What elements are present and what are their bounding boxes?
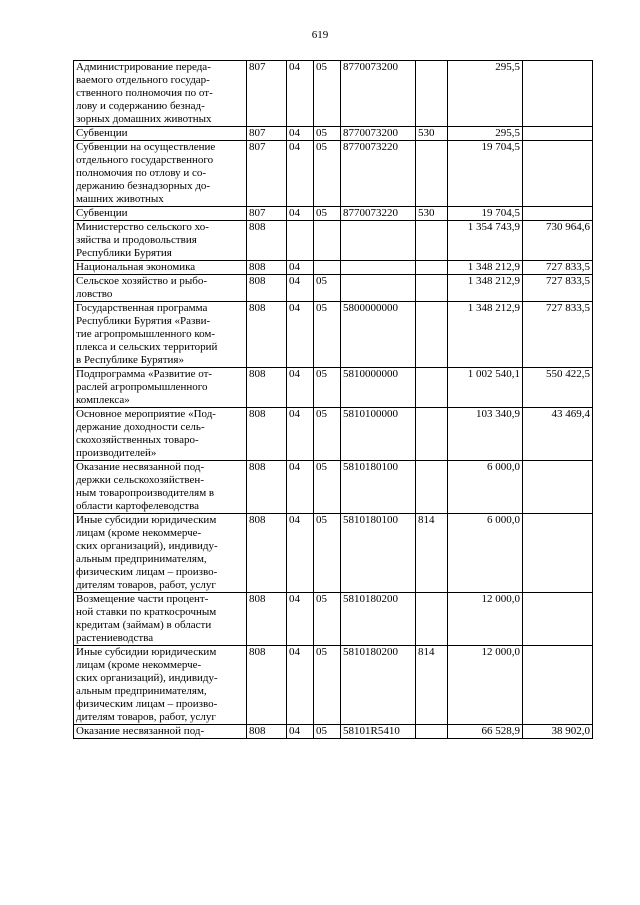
expense-type-code-cell <box>416 261 448 275</box>
amount-cell: 1 348 212,9 <box>448 302 523 368</box>
section-code-cell: 04 <box>287 61 314 127</box>
amount-secondary-cell <box>523 61 593 127</box>
amount-secondary-cell <box>523 141 593 207</box>
section-code-cell: 04 <box>287 514 314 593</box>
table-row <box>74 725 593 739</box>
table-row <box>74 368 593 408</box>
section-code-cell <box>287 221 314 261</box>
budget-table <box>73 60 593 739</box>
ministry-code-cell: 808 <box>247 461 287 514</box>
subsection-code-cell: 05 <box>314 302 341 368</box>
section-code-cell: 04 <box>287 141 314 207</box>
amount-secondary-cell <box>523 646 593 725</box>
ministry-code-cell: 807 <box>247 141 287 207</box>
amount-cell: 295,5 <box>448 61 523 127</box>
amount-cell: 12 000,0 <box>448 646 523 725</box>
amount-cell: 6 000,0 <box>448 461 523 514</box>
section-code-cell: 04 <box>287 127 314 141</box>
target-item-code-cell: 5810180200 <box>341 593 416 646</box>
ministry-code-cell: 808 <box>247 593 287 646</box>
target-item-code-cell: 5810100000 <box>341 408 416 461</box>
section-code-cell: 04 <box>287 275 314 302</box>
amount-secondary-cell: 730 964,6 <box>523 221 593 261</box>
amount-cell: 1 002 540,1 <box>448 368 523 408</box>
table-row <box>74 302 593 368</box>
target-item-code-cell: 5810000000 <box>341 368 416 408</box>
ministry-code-cell: 808 <box>247 408 287 461</box>
subsection-code-cell: 05 <box>314 593 341 646</box>
expense-type-code-cell <box>416 725 448 739</box>
amount-secondary-cell <box>523 207 593 221</box>
table-row <box>74 408 593 461</box>
subsection-code-cell: 05 <box>314 207 341 221</box>
row-name-cell: Иные субсидии юридическим лицам (кроме некоммерче- ских организаций), индивиду- альным предпринимателям, физическим лицам – произво- дителям товаров, работ, услуг <box>74 646 247 725</box>
subsection-code-cell <box>314 221 341 261</box>
section-code-cell: 04 <box>287 207 314 221</box>
expense-type-code-cell <box>416 302 448 368</box>
row-name-cell: Субвенции на осуществление отдельного государственного полномочия по отлову и со- держанию безнадзорных до- машних животных <box>74 141 247 207</box>
row-name-cell: Оказание несвязанной под- держки сельскохозяйствен- ным товаропроизводителям в области картофелеводства <box>74 461 247 514</box>
target-item-code-cell <box>341 221 416 261</box>
row-name-cell: Подпрограмма «Развитие от- раслей агропромышленного комплекса» <box>74 368 247 408</box>
ministry-code-cell: 808 <box>247 275 287 302</box>
section-code-cell: 04 <box>287 646 314 725</box>
subsection-code-cell: 05 <box>314 275 341 302</box>
ministry-code-cell: 808 <box>247 646 287 725</box>
target-item-code-cell: 8770073200 <box>341 127 416 141</box>
amount-cell: 19 704,5 <box>448 207 523 221</box>
amount-cell: 66 528,9 <box>448 725 523 739</box>
page-number: 619 <box>311 29 329 41</box>
target-item-code-cell: 5810180100 <box>341 461 416 514</box>
subsection-code-cell: 05 <box>314 514 341 593</box>
expense-type-code-cell <box>416 461 448 514</box>
section-code-cell: 04 <box>287 261 314 275</box>
row-name-cell: Основное мероприятие «Под- держание доходности сель- скохозяйственных товаро- производителей» <box>74 408 247 461</box>
row-name-cell: Субвенции <box>74 207 247 221</box>
target-item-code-cell: 5800000000 <box>341 302 416 368</box>
amount-secondary-cell: 727 833,5 <box>523 302 593 368</box>
section-code-cell: 04 <box>287 408 314 461</box>
section-code-cell: 04 <box>287 593 314 646</box>
table-row <box>74 514 593 593</box>
amount-cell: 1 354 743,9 <box>448 221 523 261</box>
amount-cell: 1 348 212,9 <box>448 275 523 302</box>
amount-cell: 12 000,0 <box>448 593 523 646</box>
row-name-cell: Оказание несвязанной под- <box>74 725 247 739</box>
subsection-code-cell: 05 <box>314 646 341 725</box>
expense-type-code-cell: 814 <box>416 646 448 725</box>
amount-secondary-cell: 38 902,0 <box>523 725 593 739</box>
expense-type-code-cell: 814 <box>416 514 448 593</box>
table-row <box>74 646 593 725</box>
section-code-cell: 04 <box>287 725 314 739</box>
table-row <box>74 207 593 221</box>
subsection-code-cell <box>314 261 341 275</box>
table-row <box>74 593 593 646</box>
ministry-code-cell: 808 <box>247 368 287 408</box>
expense-type-code-cell <box>416 61 448 127</box>
amount-cell: 1 348 212,9 <box>448 261 523 275</box>
expense-type-code-cell <box>416 408 448 461</box>
amount-secondary-cell: 550 422,5 <box>523 368 593 408</box>
amount-secondary-cell <box>523 514 593 593</box>
amount-secondary-cell <box>523 593 593 646</box>
subsection-code-cell: 05 <box>314 61 341 127</box>
row-name-cell: Национальная экономика <box>74 261 247 275</box>
ministry-code-cell: 807 <box>247 127 287 141</box>
target-item-code-cell: 8770073220 <box>341 141 416 207</box>
amount-secondary-cell: 727 833,5 <box>523 275 593 302</box>
expense-type-code-cell <box>416 368 448 408</box>
amount-cell: 19 704,5 <box>448 141 523 207</box>
subsection-code-cell: 05 <box>314 141 341 207</box>
amount-secondary-cell <box>523 461 593 514</box>
ministry-code-cell: 808 <box>247 302 287 368</box>
budget-table-body <box>74 61 593 739</box>
row-name-cell: Возмещение части процент- ной ставки по краткосрочным кредитам (займам) в области растениеводства <box>74 593 247 646</box>
amount-cell: 103 340,9 <box>448 408 523 461</box>
expense-type-code-cell <box>416 275 448 302</box>
expense-type-code-cell <box>416 593 448 646</box>
row-name-cell: Сельское хозяйство и рыбо- ловство <box>74 275 247 302</box>
amount-cell: 6 000,0 <box>448 514 523 593</box>
row-name-cell: Субвенции <box>74 127 247 141</box>
amount-cell: 295,5 <box>448 127 523 141</box>
table-row <box>74 127 593 141</box>
ministry-code-cell: 808 <box>247 221 287 261</box>
ministry-code-cell: 808 <box>247 261 287 275</box>
expense-type-code-cell <box>416 141 448 207</box>
row-name-cell: Иные субсидии юридическим лицам (кроме некоммерче- ских организаций), индивиду- альным предпринимателям, физическим лицам – произво- дителям товаров, работ, услуг <box>74 514 247 593</box>
row-name-cell: Министерство сельского хо- зяйства и продовольствия Республики Бурятия <box>74 221 247 261</box>
target-item-code-cell <box>341 275 416 302</box>
expense-type-code-cell <box>416 221 448 261</box>
target-item-code-cell: 8770073220 <box>341 207 416 221</box>
subsection-code-cell: 05 <box>314 725 341 739</box>
section-code-cell: 04 <box>287 461 314 514</box>
subsection-code-cell: 05 <box>314 461 341 514</box>
amount-secondary-cell: 727 833,5 <box>523 261 593 275</box>
ministry-code-cell: 808 <box>247 514 287 593</box>
target-item-code-cell: 8770073200 <box>341 61 416 127</box>
table-row <box>74 275 593 302</box>
target-item-code-cell: 5810180200 <box>341 646 416 725</box>
table-row <box>74 141 593 207</box>
amount-secondary-cell: 43 469,4 <box>523 408 593 461</box>
target-item-code-cell: 58101R5410 <box>341 725 416 739</box>
expense-type-code-cell: 530 <box>416 207 448 221</box>
table-row <box>74 261 593 275</box>
amount-secondary-cell <box>523 127 593 141</box>
row-name-cell: Администрирование переда- ваемого отдельного государ- ственного полномочия по от- лову и содержанию безнад- зорных домашних животных <box>74 61 247 127</box>
row-name-cell: Государственная программа Республики Бурятия «Разви- тие агропромышленного ком- плекса и сельских территорий в Республике Бурятия» <box>74 302 247 368</box>
table-row <box>74 461 593 514</box>
target-item-code-cell <box>341 261 416 275</box>
table-row <box>74 61 593 127</box>
ministry-code-cell: 808 <box>247 725 287 739</box>
ministry-code-cell: 807 <box>247 207 287 221</box>
section-code-cell: 04 <box>287 368 314 408</box>
expense-type-code-cell: 530 <box>416 127 448 141</box>
subsection-code-cell: 05 <box>314 127 341 141</box>
subsection-code-cell: 05 <box>314 408 341 461</box>
section-code-cell: 04 <box>287 302 314 368</box>
target-item-code-cell: 5810180100 <box>341 514 416 593</box>
subsection-code-cell: 05 <box>314 368 341 408</box>
ministry-code-cell: 807 <box>247 61 287 127</box>
table-row <box>74 221 593 261</box>
